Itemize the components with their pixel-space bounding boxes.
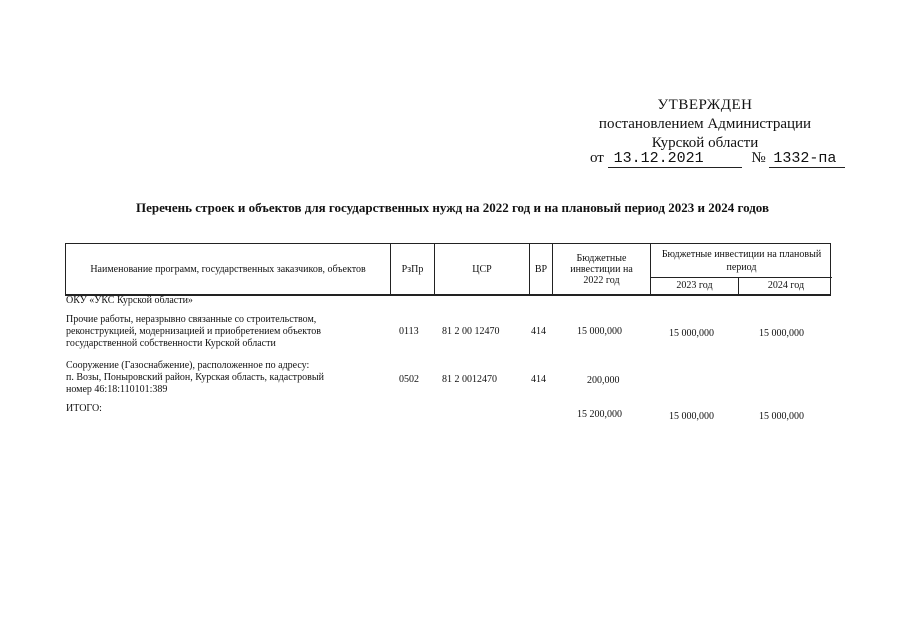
approval-line-2: постановлением Администрации [598, 116, 812, 132]
row-value-2022: 200,000 [587, 375, 620, 386]
document-title: Перечень строек и объектов для государственных нужд на 2022 год и на плановый период 2023 и 2024 годов [136, 200, 769, 215]
objects-table [65, 243, 831, 422]
header-planned-label: Бюджетные инвестиции на плановый период [651, 244, 832, 278]
header-planned-period [650, 244, 832, 294]
header-csr: ЦСР [434, 244, 529, 294]
decree-date-number [590, 150, 845, 168]
table-header [65, 243, 831, 296]
approval-title: УТВЕРЖДЕН [657, 97, 753, 113]
row-name-line: Сооружение (Газоснабжение), расположенное по адресу: [66, 360, 310, 371]
row-csr: 81 2 0012470 [442, 374, 497, 385]
row-name [66, 360, 366, 396]
header-investments-2022 [552, 244, 650, 294]
customer-name: ОКУ «УКС Курской области» [66, 295, 193, 306]
header-rzpr: РзПр [390, 244, 434, 294]
row-value-2024: 15 000,000 [759, 328, 804, 339]
header-year-2023: 2023 год [651, 278, 739, 294]
row-rzpr: 0502 [399, 374, 419, 385]
row-vr: 414 [531, 374, 546, 385]
row-name-line: номер 46:18:110101:389 [66, 384, 168, 395]
number-prefix: № [751, 150, 766, 166]
header-inv-line: 2022 год [583, 274, 620, 286]
row-name-line: Прочие работы, неразрывно связанные со строительством, [66, 314, 317, 325]
header-year-2024: 2024 год [767, 280, 805, 291]
approval-block [560, 96, 850, 153]
approval-line-3: Курской области [651, 135, 759, 151]
total-value-2024: 15 000,000 [759, 411, 804, 422]
row-value-2023: 15 000,000 [669, 328, 714, 339]
row-vr: 414 [531, 326, 546, 337]
decree-date: 13.12.2021 [608, 150, 742, 168]
row-name [66, 314, 366, 350]
row-rzpr: 0113 [399, 326, 419, 337]
row-name-line: государственной собственности Курской области [66, 338, 276, 349]
total-value-2023: 15 000,000 [669, 411, 714, 422]
row-csr: 81 2 00 12470 [442, 326, 500, 337]
header-vr: ВР [529, 244, 552, 294]
header-inv-line: Бюджетные [576, 252, 627, 264]
row-value-2022: 15 000,000 [577, 326, 622, 337]
row-name-line: реконструкцией, модернизацией и приобретением объектов [66, 326, 321, 337]
header-name: Наименование программ, государственных заказчиков, объектов [90, 263, 366, 275]
total-value-2022: 15 200,000 [577, 409, 622, 420]
header-inv-line: инвестиции на [570, 263, 633, 275]
decree-number: 1332-па [769, 150, 845, 168]
row-name-line: п. Возы, Поныровский район, Курская область, кадастровый [66, 372, 324, 383]
total-label: ИТОГО: [66, 403, 102, 414]
date-prefix: от [590, 150, 604, 166]
